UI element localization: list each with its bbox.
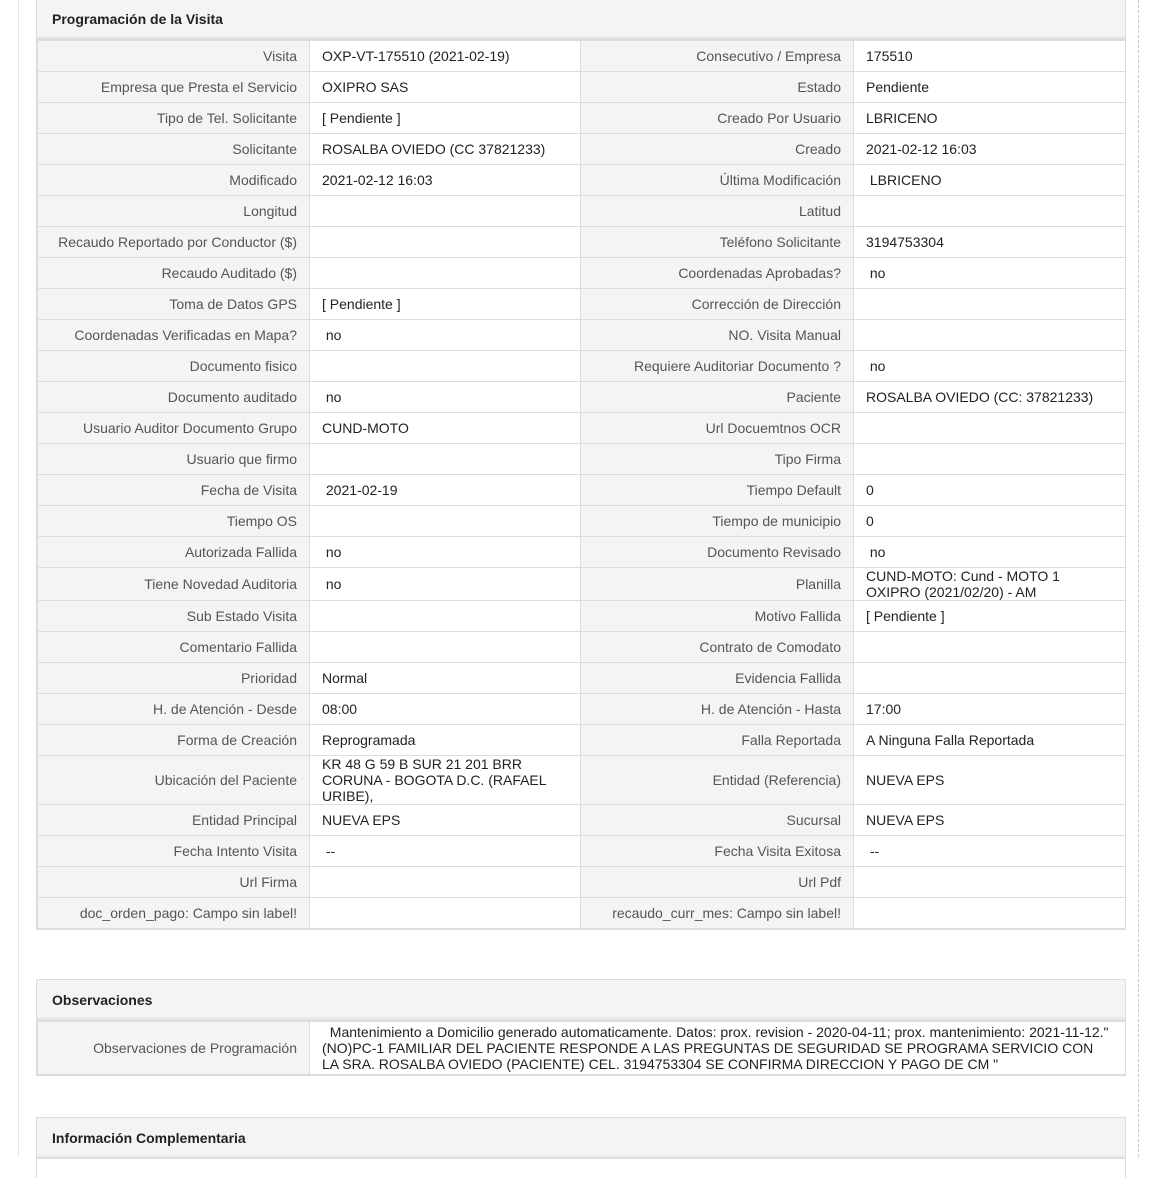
field-value: 2021-02-12 16:03 xyxy=(310,165,581,196)
field-value: Reprogramada xyxy=(310,725,581,756)
field-label: Tiempo de municipio xyxy=(581,506,854,537)
table-row xyxy=(38,289,1126,320)
field-label: Consecutivo / Empresa xyxy=(581,41,854,72)
table-row xyxy=(38,351,1126,382)
field-value: 2021-02-19 xyxy=(310,475,581,506)
field-label: Fecha Visita Exitosa xyxy=(581,836,854,867)
field-value: no xyxy=(310,382,581,413)
field-label: Creado xyxy=(581,134,854,165)
section-title-complementaria: Información Complementaria xyxy=(37,1118,1125,1159)
table-row xyxy=(38,506,1126,537)
field-label: Documento auditado xyxy=(38,382,310,413)
field-value xyxy=(854,196,1126,227)
table-row xyxy=(38,134,1126,165)
field-label: Documento Revisado xyxy=(581,537,854,568)
field-label: Evidencia Fallida xyxy=(581,663,854,694)
field-value: CUND-MOTO xyxy=(310,413,581,444)
observaciones-label: Observaciones de Programación xyxy=(38,1022,310,1075)
table-row xyxy=(38,41,1126,72)
table-row xyxy=(38,805,1126,836)
field-value: 08:00 xyxy=(310,694,581,725)
field-label: Tipo de Tel. Solicitante xyxy=(38,103,310,134)
table-row xyxy=(38,537,1126,568)
right-dashed-border xyxy=(1138,0,1139,1157)
field-label: Ubicación del Paciente xyxy=(38,756,310,805)
field-label: Tipo Firma xyxy=(581,444,854,475)
field-value: 2021-02-12 16:03 xyxy=(854,134,1126,165)
field-value: [ Pendiente ] xyxy=(854,601,1126,632)
field-label: Planilla xyxy=(581,568,854,601)
field-label: Latitud xyxy=(581,196,854,227)
section-title-observaciones: Observaciones xyxy=(37,980,1125,1021)
field-label: H. de Atención - Desde xyxy=(38,694,310,725)
field-label: Forma de Creación xyxy=(38,725,310,756)
field-label: Contrato de Comodato xyxy=(581,632,854,663)
field-label: Requiere Auditoriar Documento ? xyxy=(581,351,854,382)
programacion-panel xyxy=(36,0,1126,930)
field-value: LBRICENO xyxy=(854,103,1126,134)
field-label: Url Firma xyxy=(38,867,310,898)
field-label: Entidad Principal xyxy=(38,805,310,836)
field-label: Sub Estado Visita xyxy=(38,601,310,632)
table-row xyxy=(38,836,1126,867)
field-label: Teléfono Solicitante xyxy=(581,227,854,258)
field-value xyxy=(310,196,581,227)
field-value: no xyxy=(854,258,1126,289)
table-row xyxy=(38,227,1126,258)
field-value: OXIPRO SAS xyxy=(310,72,581,103)
field-label: Creado Por Usuario xyxy=(581,103,854,134)
table-row xyxy=(38,568,1126,601)
field-label: Paciente xyxy=(581,382,854,413)
field-value: no xyxy=(854,351,1126,382)
field-value: ROSALBA OVIEDO (CC 37821233) xyxy=(310,134,581,165)
field-value: -- xyxy=(310,836,581,867)
table-row xyxy=(38,413,1126,444)
field-value: LBRICENO xyxy=(854,165,1126,196)
field-value: NUEVA EPS xyxy=(854,805,1126,836)
field-value xyxy=(310,258,581,289)
field-value: no xyxy=(310,320,581,351)
field-value xyxy=(854,320,1126,351)
field-label: Visita xyxy=(38,41,310,72)
table-row xyxy=(38,72,1126,103)
field-label: Tiene Novedad Auditoria xyxy=(38,568,310,601)
field-label: Fecha Intento Visita xyxy=(38,836,310,867)
field-label: Coordenadas Verificadas en Mapa? xyxy=(38,320,310,351)
field-value xyxy=(854,663,1126,694)
field-label: Longitud xyxy=(38,196,310,227)
field-value xyxy=(854,413,1126,444)
field-label: Url Pdf xyxy=(581,867,854,898)
field-label: Recaudo Reportado por Conductor ($) xyxy=(38,227,310,258)
visit-details-table xyxy=(37,40,1126,929)
field-value: Pendiente xyxy=(854,72,1126,103)
field-label: Solicitante xyxy=(38,134,310,165)
field-value: KR 48 G 59 B SUR 21 201 BRR CORUNA - BOGOTA D.C. (RAFAEL URIBE), xyxy=(310,756,581,805)
table-row xyxy=(38,601,1126,632)
field-value xyxy=(310,351,581,382)
complementaria-panel xyxy=(36,1117,1126,1178)
field-value: [ Pendiente ] xyxy=(310,289,581,320)
field-label: Recaudo Auditado ($) xyxy=(38,258,310,289)
field-value xyxy=(310,444,581,475)
field-label: Comentario Fallida xyxy=(38,632,310,663)
observaciones-panel xyxy=(36,979,1126,1076)
field-value xyxy=(310,867,581,898)
field-label: Tiempo OS xyxy=(38,506,310,537)
table-row xyxy=(38,898,1126,929)
field-value: no xyxy=(310,568,581,601)
field-value: no xyxy=(310,537,581,568)
field-label: H. de Atención - Hasta xyxy=(581,694,854,725)
field-value: 17:00 xyxy=(854,694,1126,725)
field-label: Empresa que Presta el Servicio xyxy=(38,72,310,103)
field-label: doc_orden_pago: Campo sin label! xyxy=(38,898,310,929)
table-row xyxy=(38,663,1126,694)
field-value: -- xyxy=(854,836,1126,867)
observaciones-row xyxy=(38,1022,1126,1075)
field-value: ROSALBA OVIEDO (CC: 37821233) xyxy=(854,382,1126,413)
table-row xyxy=(38,165,1126,196)
field-value: 0 xyxy=(854,506,1126,537)
table-row xyxy=(38,756,1126,805)
left-border xyxy=(18,0,19,1157)
field-value xyxy=(854,898,1126,929)
field-value: 0 xyxy=(854,475,1126,506)
field-value: NUEVA EPS xyxy=(310,805,581,836)
field-label: Fecha de Visita xyxy=(38,475,310,506)
field-label: Motivo Fallida xyxy=(581,601,854,632)
field-label: Toma de Datos GPS xyxy=(38,289,310,320)
table-row xyxy=(38,444,1126,475)
table-row xyxy=(38,632,1126,663)
table-row xyxy=(38,475,1126,506)
field-label: NO. Visita Manual xyxy=(581,320,854,351)
table-row xyxy=(38,258,1126,289)
visit-details-body xyxy=(38,41,1126,929)
field-value: NUEVA EPS xyxy=(854,756,1126,805)
field-label: Modificado xyxy=(38,165,310,196)
table-row xyxy=(38,196,1126,227)
field-value: CUND-MOTO: Cund - MOTO 1 OXIPRO (2021/02/20) - AM xyxy=(854,568,1126,601)
field-value xyxy=(854,632,1126,663)
field-label: Documento fisico xyxy=(38,351,310,382)
field-value xyxy=(310,506,581,537)
field-value: 3194753304 xyxy=(854,227,1126,258)
field-label: recaudo_curr_mes: Campo sin label! xyxy=(581,898,854,929)
table-row xyxy=(38,103,1126,134)
field-label: Estado xyxy=(581,72,854,103)
field-label: Sucursal xyxy=(581,805,854,836)
field-value: A Ninguna Falla Reportada xyxy=(854,725,1126,756)
field-value: OXP-VT-175510 (2021-02-19) xyxy=(310,41,581,72)
field-label: Corrección de Dirección xyxy=(581,289,854,320)
table-row xyxy=(38,725,1126,756)
section-title-programacion: Programación de la Visita xyxy=(37,0,1125,40)
field-label: Usuario que firmo xyxy=(38,444,310,475)
field-value xyxy=(310,601,581,632)
field-label: Prioridad xyxy=(38,663,310,694)
table-row xyxy=(38,694,1126,725)
field-label: Url Docuemtnos OCR xyxy=(581,413,854,444)
observaciones-value: Mantenimiento a Domicilio generado automaticamente. Datos: prox. revision - 2020-04-11; prox. mantenimiento: 2021-11-12."(NO)PC-1 FAMILIAR DEL PACIENTE RESPONDE A LAS PREGUNTAS DE SEGURIDAD SE PROGRAMA SERVICIO CON LA SRA. ROSALBA OVIEDO (PACIENTE) CEL. 3194753304 SE CONFIRMA DIRECCION Y PAGO DE CM " xyxy=(310,1022,1126,1075)
field-value xyxy=(854,867,1126,898)
field-label: Falla Reportada xyxy=(581,725,854,756)
field-label: Tiempo Default xyxy=(581,475,854,506)
field-value xyxy=(854,289,1126,320)
table-row xyxy=(38,320,1126,351)
field-value xyxy=(310,632,581,663)
field-value xyxy=(310,898,581,929)
table-row xyxy=(38,867,1126,898)
field-label: Última Modificación xyxy=(581,165,854,196)
field-value: 175510 xyxy=(854,41,1126,72)
observaciones-table xyxy=(37,1021,1126,1075)
field-value: [ Pendiente ] xyxy=(310,103,581,134)
table-row xyxy=(38,382,1126,413)
field-label: Entidad (Referencia) xyxy=(581,756,854,805)
field-value: Normal xyxy=(310,663,581,694)
field-label: Usuario Auditor Documento Grupo xyxy=(38,413,310,444)
field-label: Coordenadas Aprobadas? xyxy=(581,258,854,289)
field-value xyxy=(854,444,1126,475)
field-label: Autorizada Fallida xyxy=(38,537,310,568)
field-value: no xyxy=(854,537,1126,568)
field-value xyxy=(310,227,581,258)
